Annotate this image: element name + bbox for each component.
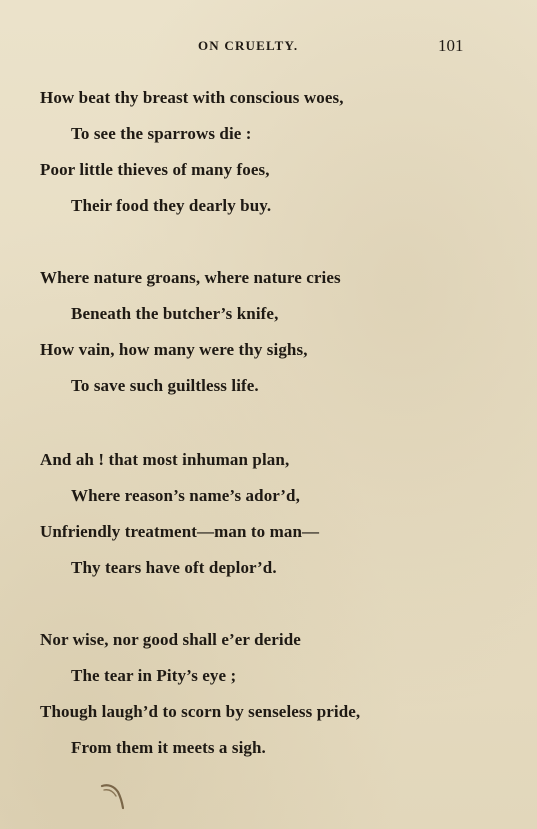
poem-line: Where reason’s name’s ador’d, <box>71 486 300 505</box>
poem-line: Where nature groans, where nature cries <box>40 268 341 287</box>
poem-line: How vain, how many were thy sighs, <box>40 340 308 359</box>
page-header <box>0 36 537 58</box>
poem-line: Their food they dearly buy. <box>71 196 272 215</box>
page-number: 101 <box>438 36 464 55</box>
poem-line: Nor wise, nor good shall e’er deride <box>40 630 301 649</box>
poem-line: Though laugh’d to scorn by senseless pride, <box>40 702 361 721</box>
poem-line: The tear in Pity’s eye ; <box>71 666 237 685</box>
poem-line: And ah ! that most inhuman plan, <box>40 450 290 469</box>
poem-line: Beneath the butcher’s knife, <box>71 304 279 323</box>
running-title: ON CRUELTY. <box>198 38 299 53</box>
poem-line: Thy tears have oft deplor’d. <box>71 558 277 577</box>
ink-smudge <box>100 780 124 810</box>
poem-line: From them it meets a sigh. <box>71 738 266 757</box>
poem-line: To save such guiltless life. <box>71 376 259 395</box>
poem-line: Poor little thieves of many foes, <box>40 160 270 179</box>
poem-line: To see the sparrows die : <box>71 124 252 143</box>
poem-line: Unfriendly treatment—man to man— <box>40 522 320 541</box>
poem-line: How beat thy breast with conscious woes, <box>40 88 344 107</box>
